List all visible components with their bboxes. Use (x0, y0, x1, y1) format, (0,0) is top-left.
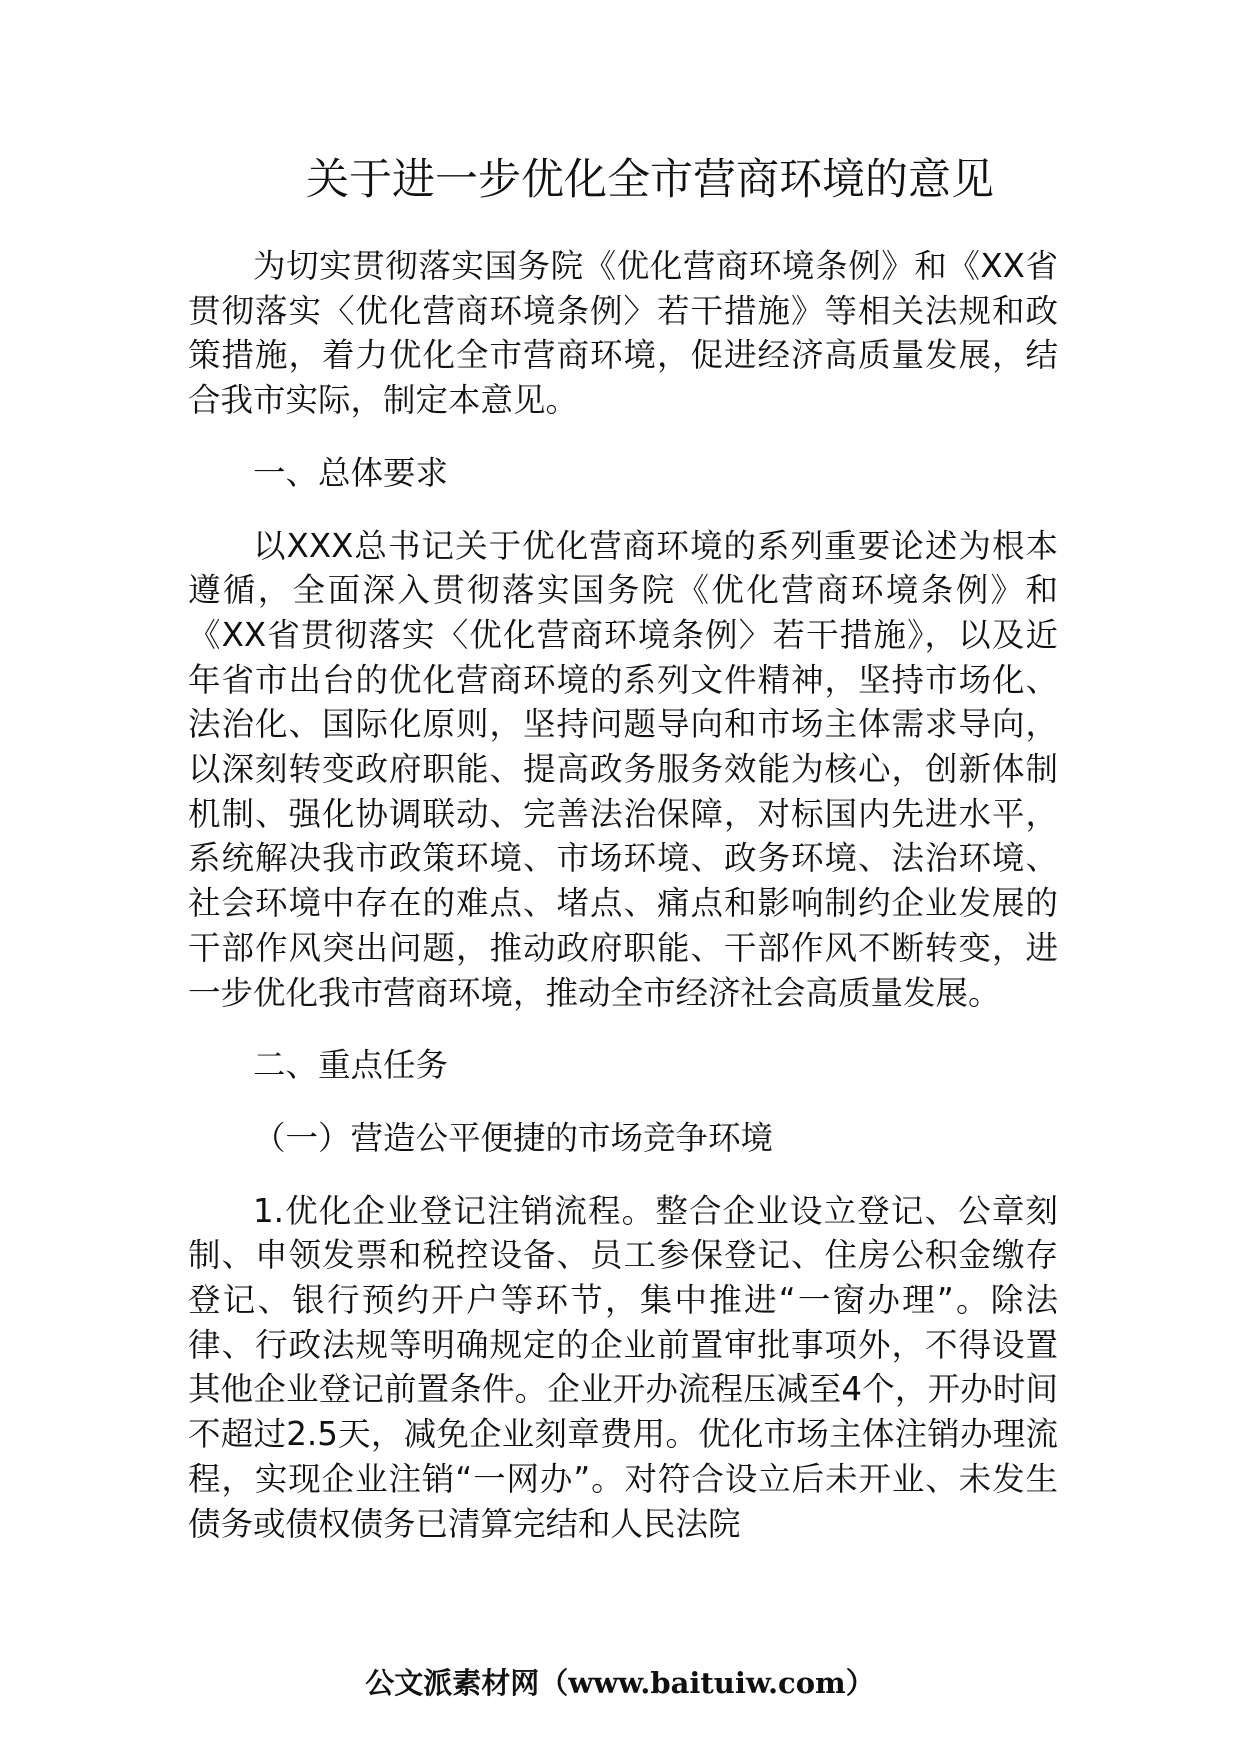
paragraph-gap (188, 1015, 1058, 1043)
paragraph-gap (188, 423, 1058, 451)
section-paragraph-general-requirements: 以XXX总书记关于优化营商环境的系列重要论述为根本遵循，全面深入贯彻落实国务院《优化营商环境条例》和《XX省贯彻落实〈优化营商环境条例〉若干措施》，以及近年省市出台的优化营商环境的系列文件精神，坚持市场化、法治化、国际化原则，坚持问题导向和市场主体需求导向，以深刻转变政府职能、提高政务服务效能为核心，创新体制机制、强化协调联动、完善法治保障，对标国内先进水平，系统解决我市政策环境、市场环境、政务环境、法治环境、社会环境中存在的难点、堵点、痛点和影响制约企业发展的干部作风突出问题，推动政府职能、干部作风不断转变，进一步优化我市营商环境，推动全市经济社会高质量发展。 (188, 526, 1058, 1012)
footer-watermark: 公文派素材网（www.baituiw.com） (365, 1666, 875, 1700)
subsection-heading-market-environment: （一）营造公平便捷的市场竞争环境 (253, 1118, 774, 1157)
section-heading-key-tasks: 二、重点任务 (253, 1046, 449, 1085)
document-title: 关于进一步优化全市营商环境的意见 (306, 155, 994, 205)
paragraph-gap (188, 1161, 1058, 1189)
document-body (188, 244, 1058, 1546)
section-heading-general-requirements: 一、总体要求 (253, 453, 449, 492)
paragraph-gap (188, 496, 1058, 524)
paragraph-gap (188, 1088, 1058, 1116)
intro-paragraph: 为切实贯彻落实国务院《优化营商环境条例》和《XX省贯彻落实〈优化营商环境条例〉若干措施》等相关法规和政策措施，着力优化全市营商环境，促进经济高质量发展，结合我市实际，制定本意见。 (188, 247, 1058, 420)
item-paragraph-registration: 1.优化企业登记注销流程。整合企业设立登记、公章刻制、申领发票和税控设备、员工参保登记、住房公积金缴存登记、银行预约开户等环节，集中推进“一窗办理”。除法律、行政法规等明确规定的企业前置审批事项外，不得设置其他企业登记前置条件。企业开办流程压减至4个，开办时间不超过2.5天，减免企业刻章费用。优化市场主体注销办理流程，实现企业注销“一网办”。对符合设立后未开业、未发生债务或债权债务已清算完结和人民法院 (188, 1191, 1058, 1543)
